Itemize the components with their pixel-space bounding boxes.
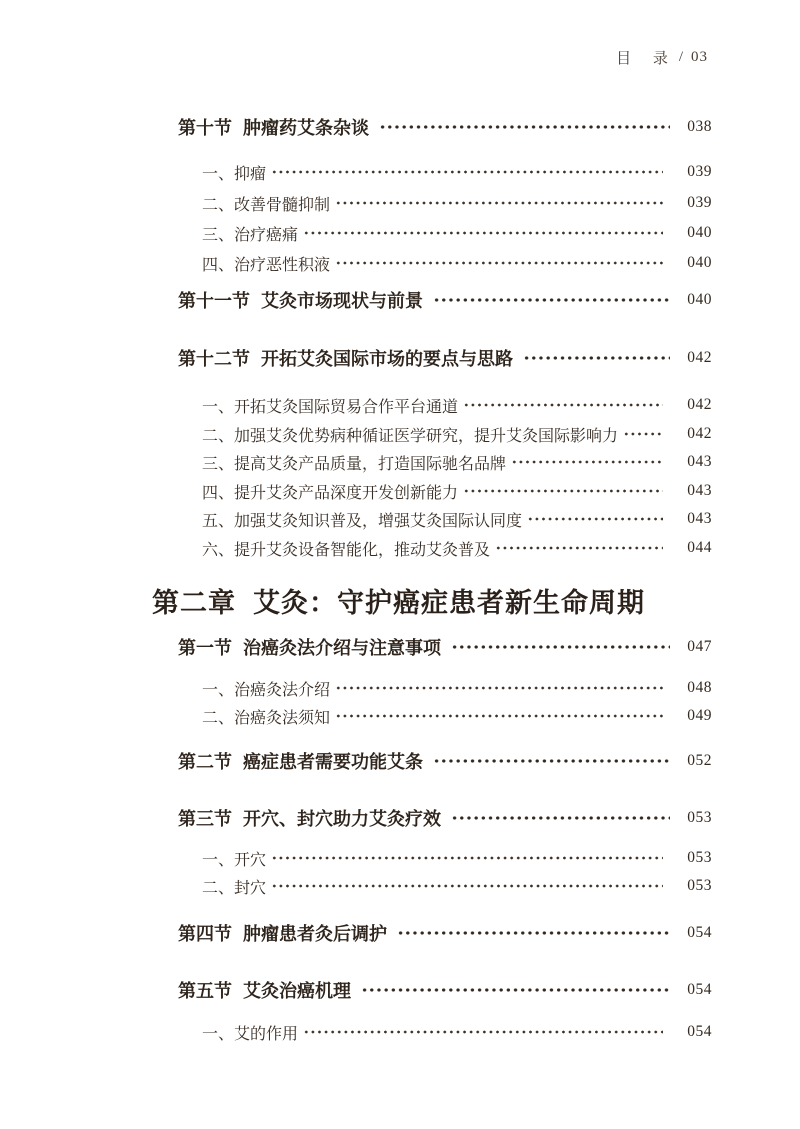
toc-subsection-row bbox=[202, 872, 712, 900]
toc-subsection-row bbox=[202, 420, 712, 448]
page-number: 042 bbox=[687, 425, 712, 442]
page-number: 053 bbox=[687, 849, 712, 866]
entry-label: 一、艾的作用 bbox=[202, 1025, 299, 1043]
dot-leader bbox=[523, 343, 670, 373]
toc-subsection-row bbox=[202, 477, 712, 505]
page-number: 043 bbox=[687, 510, 712, 527]
dot-leader bbox=[335, 702, 663, 730]
header-title: 目 录 bbox=[616, 51, 677, 67]
dot-leader bbox=[335, 189, 663, 217]
page-number: 054 bbox=[687, 924, 712, 941]
entry-label: 二、加强艾灸优势病种循证医学研究，提升艾灸国际影响力 bbox=[202, 427, 619, 445]
entry-title: 开穴、封穴助力艾灸疗效 bbox=[243, 809, 441, 829]
entry-title: 癌症患者需要功能艾条 bbox=[243, 752, 423, 772]
dot-leader bbox=[433, 746, 670, 776]
entry-label: 三、治疗癌痛 bbox=[202, 226, 299, 244]
dot-leader bbox=[463, 391, 663, 419]
entry-label: 四、提升艾灸产品深度开发创新能力 bbox=[202, 484, 459, 502]
entry-label: 二、改善骨髓抑制 bbox=[202, 196, 331, 214]
dot-leader bbox=[451, 803, 670, 833]
dot-leader bbox=[495, 534, 663, 562]
entry-label: 一、抑瘤 bbox=[202, 165, 267, 183]
entry-title: 艾灸治癌机理 bbox=[243, 981, 351, 1001]
toc-subsection-row bbox=[202, 219, 712, 247]
dot-leader bbox=[335, 674, 663, 702]
entry-label: 六、提升艾灸设备智能化，推动艾灸普及 bbox=[202, 541, 491, 559]
page-number: 048 bbox=[687, 679, 712, 696]
header-page-number: 03 bbox=[691, 49, 708, 65]
page-number: 039 bbox=[687, 194, 712, 211]
chapter-heading bbox=[152, 580, 712, 620]
page-number: 044 bbox=[687, 539, 712, 556]
entry-number: 第十二节 bbox=[178, 349, 250, 369]
entry-number: 第三节 bbox=[178, 809, 232, 829]
toc-subsection-row bbox=[202, 844, 712, 872]
page-number: 049 bbox=[687, 707, 712, 724]
entry-title: 艾灸：守护癌症患者新生命周期 bbox=[253, 587, 645, 618]
dot-leader bbox=[361, 975, 670, 1005]
entry-label: 二、封穴 bbox=[202, 879, 267, 897]
page-number: 043 bbox=[687, 453, 712, 470]
entry-number: 第五节 bbox=[178, 981, 232, 1001]
entry-number: 第一节 bbox=[178, 638, 232, 658]
page-number: 040 bbox=[687, 291, 712, 308]
toc-section-row bbox=[178, 285, 712, 315]
entry-label: 五、加强艾灸知识普及，增强艾灸国际认同度 bbox=[202, 512, 523, 530]
entry-label: 一、开穴 bbox=[202, 851, 267, 869]
entry-number: 第四节 bbox=[178, 924, 232, 944]
toc-subsection-row bbox=[202, 391, 712, 419]
dot-leader bbox=[463, 477, 663, 505]
entry-number: 第二章 bbox=[152, 587, 236, 618]
page-number: 053 bbox=[687, 809, 712, 826]
entry-title: 艾灸市场现状与前景 bbox=[261, 291, 423, 311]
toc-section-row bbox=[178, 918, 712, 948]
entry-title: 治癌灸法介绍与注意事项 bbox=[243, 638, 441, 658]
page-header bbox=[616, 47, 708, 68]
entry-title: 肿瘤患者灸后调护 bbox=[243, 924, 387, 944]
toc-subsection-row bbox=[202, 702, 712, 730]
toc-subsection-row bbox=[202, 448, 712, 476]
dot-leader bbox=[433, 285, 670, 315]
dot-leader bbox=[379, 112, 670, 142]
dot-leader bbox=[623, 420, 663, 448]
dot-leader bbox=[303, 219, 663, 247]
toc-section-row bbox=[178, 632, 712, 662]
page-number: 039 bbox=[687, 163, 712, 180]
dot-leader bbox=[397, 918, 670, 948]
dot-leader bbox=[527, 505, 663, 533]
toc-section-row bbox=[178, 975, 712, 1005]
toc-section-row bbox=[178, 343, 712, 373]
toc-section-row bbox=[178, 746, 712, 776]
page-number: 042 bbox=[687, 396, 712, 413]
toc-subsection-row bbox=[202, 189, 712, 217]
dot-leader bbox=[271, 844, 663, 872]
entry-label: 二、治癌灸法须知 bbox=[202, 709, 331, 727]
toc-subsection-row bbox=[202, 158, 712, 186]
page-number: 038 bbox=[687, 118, 712, 135]
toc-section-row bbox=[178, 803, 712, 833]
entry-title: 开拓艾灸国际市场的要点与思路 bbox=[261, 349, 513, 369]
toc-subsection-row bbox=[202, 1018, 712, 1046]
page-number: 042 bbox=[687, 349, 712, 366]
page-number: 040 bbox=[687, 224, 712, 241]
page-number: 043 bbox=[687, 482, 712, 499]
toc-subsection-row bbox=[202, 249, 712, 277]
page-number: 052 bbox=[687, 752, 712, 769]
page-number: 047 bbox=[687, 638, 712, 655]
toc-section-row bbox=[178, 112, 712, 142]
page-number: 054 bbox=[687, 1023, 712, 1040]
toc-subsection-row bbox=[202, 674, 712, 702]
entry-number: 第十节 bbox=[178, 118, 232, 138]
page-number: 053 bbox=[687, 877, 712, 894]
entry-title: 肿瘤药艾条杂谈 bbox=[243, 118, 369, 138]
dot-leader bbox=[335, 249, 663, 277]
dot-leader bbox=[271, 158, 663, 186]
toc-subsection-row bbox=[202, 534, 712, 562]
entry-label: 四、治疗恶性积液 bbox=[202, 256, 331, 274]
dot-leader bbox=[451, 632, 670, 662]
header-separator: / bbox=[678, 49, 683, 65]
entry-label: 一、开拓艾灸国际贸易合作平台通道 bbox=[202, 398, 459, 416]
page-number: 054 bbox=[687, 981, 712, 998]
entry-label: 一、治癌灸法介绍 bbox=[202, 681, 331, 699]
entry-number: 第十一节 bbox=[178, 291, 250, 311]
entry-label: 三、提高艾灸产品质量，打造国际驰名品牌 bbox=[202, 455, 507, 473]
toc-subsection-row bbox=[202, 505, 712, 533]
entry-number: 第二节 bbox=[178, 752, 232, 772]
dot-leader bbox=[511, 448, 663, 476]
page-number: 040 bbox=[687, 254, 712, 271]
dot-leader bbox=[303, 1018, 663, 1046]
dot-leader bbox=[271, 872, 663, 900]
